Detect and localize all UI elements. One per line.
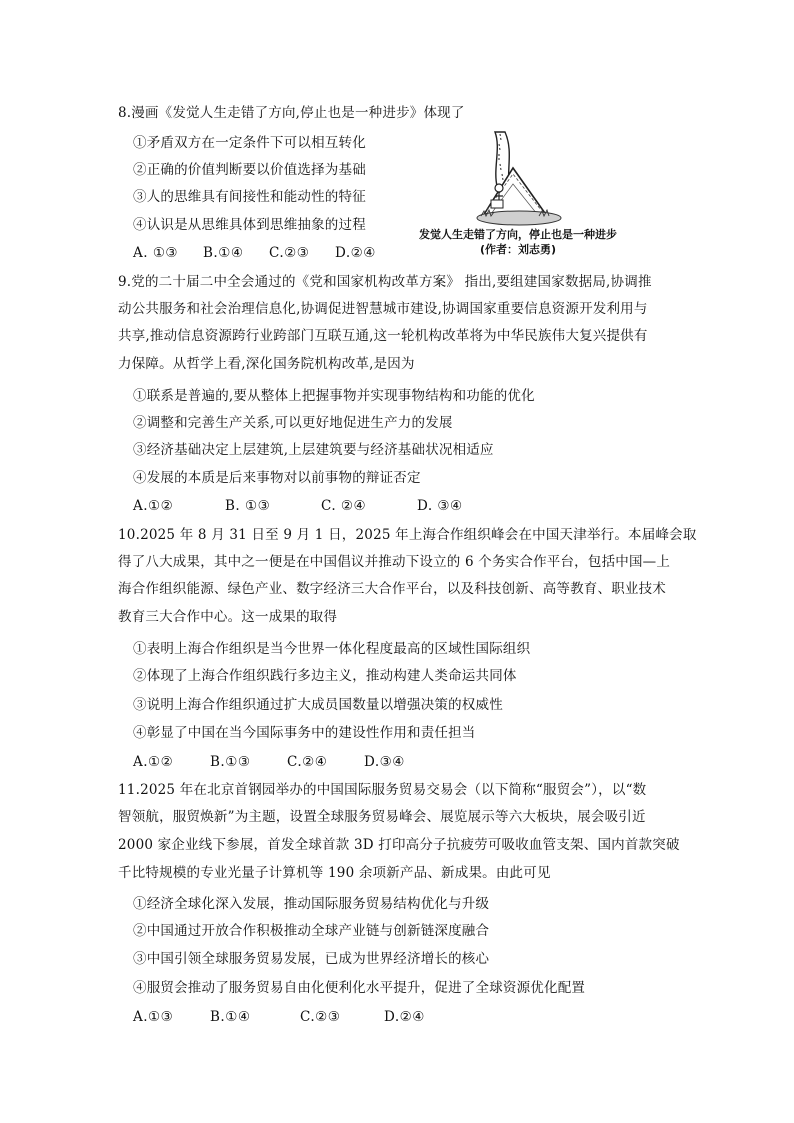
q11-answer-c: C.②③ bbox=[300, 1009, 341, 1025]
q8-answer-c: C.②③ bbox=[269, 245, 310, 261]
q11-stem-line-4: 千比特规模的专业光量子计算机等 190 余项新产品、新成果。由此可见 bbox=[118, 865, 551, 881]
q10-option-1: ①表明上海合作组织是当今世界一体化程度最高的区域性国际组织 bbox=[133, 641, 531, 657]
q10-answer-a: A.①② bbox=[133, 754, 174, 770]
q9-answer-a: A.①② bbox=[133, 498, 174, 514]
q9-option-4: ④发展的本质是后来事物对以前事物的辩证否定 bbox=[133, 470, 421, 486]
q9-answers bbox=[133, 497, 463, 515]
q11-answer-d: D.②④ bbox=[384, 1009, 425, 1025]
q9-stem-line-3: 共享,推动信息资源跨行业跨部门互联互通,这一轮机构改革将为中华民族伟大复兴提供有 bbox=[118, 328, 648, 344]
q8-answer-a: A. ①③ bbox=[133, 245, 179, 261]
q9-stem-line-1: 9.党的二十届二中全会通过的《党和国家机构改革方案》 指出,要组建国家数据局,协调推 bbox=[118, 274, 652, 290]
q11-option-2: ②中国通过开放合作积极推动全球产业链与创新链深度融合 bbox=[133, 923, 490, 939]
cartoon-caption bbox=[400, 227, 636, 257]
cartoon-caption-author: (作者：刘志勇) bbox=[479, 243, 557, 256]
q10-answer-d: D.③④ bbox=[364, 754, 405, 770]
q10-stem-line-1: 10.2025 年 8 月 31 日至 9 月 1 日，2025 年上海合作组织峰会在中国天津举行。本届峰会取 bbox=[118, 527, 697, 543]
q10-option-3: ③说明上海合作组织通过扩大成员国数量以增强决策的权威性 bbox=[133, 697, 503, 713]
q10-stem-line-4: 教育三大合作中心。这一成果的取得 bbox=[118, 609, 338, 625]
q10-answer-c: C.②④ bbox=[287, 754, 328, 770]
q11-option-3: ③中国引领全球服务贸易发展，已成为世界经济增长的核心 bbox=[133, 951, 490, 967]
q8-option-1: ①矛盾双方在一定条件下可以相互转化 bbox=[133, 135, 366, 151]
q8-option-3: ③人的思维具有间接性和能动性的特征 bbox=[133, 189, 366, 205]
q11-answer-a: A.①③ bbox=[133, 1009, 174, 1025]
q9-stem-line-4: 力保障。从哲学上看,深化国务院机构改革,是因为 bbox=[118, 356, 415, 372]
q9-option-3: ③经济基础决定上层建筑,上层建筑要与经济基础状况相适应 bbox=[133, 442, 494, 458]
q8-stem: 8.漫画《发觉人生走错了方向,停止也是一种进步》体现了 bbox=[118, 105, 465, 121]
q8-answer-b: B.①④ bbox=[203, 245, 244, 261]
q8-answer-d: D.②④ bbox=[335, 245, 376, 261]
q9-stem-line-2: 动公共服务和社会治理信息化,协调促进智慧城市建设,协调国家重要信息资源开发利用与 bbox=[118, 301, 648, 317]
q10-stem-line-2: 得了八大成果，其中之一便是在中国倡议并推动下设立的 6 个务实合作平台，包括中国—上 bbox=[118, 554, 671, 570]
q11-stem-line-1: 11.2025 年在北京首钢园举办的中国国际服务贸易交易会（以下简称“服贸会”），以“数 bbox=[118, 782, 647, 798]
cartoon-image bbox=[455, 128, 565, 228]
q10-stem-line-3: 海合作组织能源、绿色产业、数字经济三大合作平台，以及科技创新、高等教育、职业技术 bbox=[118, 581, 666, 597]
q9-answer-c: C. ②④ bbox=[321, 498, 367, 514]
q11-answers bbox=[133, 1008, 425, 1026]
q8-option-4: ④认识是从思维具体到思维抽象的过程 bbox=[133, 217, 366, 233]
q11-option-4: ④服贸会推动了服务贸易自由化便利化水平提升，促进了全球资源优化配置 bbox=[133, 980, 586, 996]
q11-stem-line-2: 智领航，服贸焕新”为主题，设置全球服务贸易峰会、展览展示等六大板块，展会吸引近 bbox=[118, 809, 646, 825]
q11-answer-b: B.①④ bbox=[210, 1009, 251, 1025]
q9-option-1: ①联系是普遍的,要从整体上把握事物并实现事物结构和功能的优化 bbox=[133, 388, 535, 404]
q10-option-4: ④彰显了中国在当今国际事务中的建设性作用和责任担当 bbox=[133, 725, 476, 741]
q9-answer-d: D. ③④ bbox=[417, 498, 463, 514]
q9-answer-b: B. ①③ bbox=[225, 498, 271, 514]
q11-option-1: ①经济全球化深入发展，推动国际服务贸易结构优化与升级 bbox=[133, 896, 490, 912]
q8-answers bbox=[133, 244, 376, 262]
q8-option-2: ②正确的价值判断要以价值选择为基础 bbox=[133, 162, 366, 178]
q11-stem-line-3: 2000 家企业线下参展，首发全球首款 3D 打印高分子抗疲劳可吸收血管支架、国内首款突破 bbox=[118, 837, 680, 853]
q10-answer-b: B.①③ bbox=[210, 754, 251, 770]
q9-option-2: ②调整和完善生产关系,可以更好地促进生产力的发展 bbox=[133, 415, 453, 431]
q10-option-2: ②体现了上海合作组织践行多边主义，推动构建人类命运共同体 bbox=[133, 668, 517, 684]
q10-answers bbox=[133, 753, 405, 771]
cartoon-caption-title: 发觉人生走错了方向，停止也是一种进步 bbox=[419, 228, 617, 241]
